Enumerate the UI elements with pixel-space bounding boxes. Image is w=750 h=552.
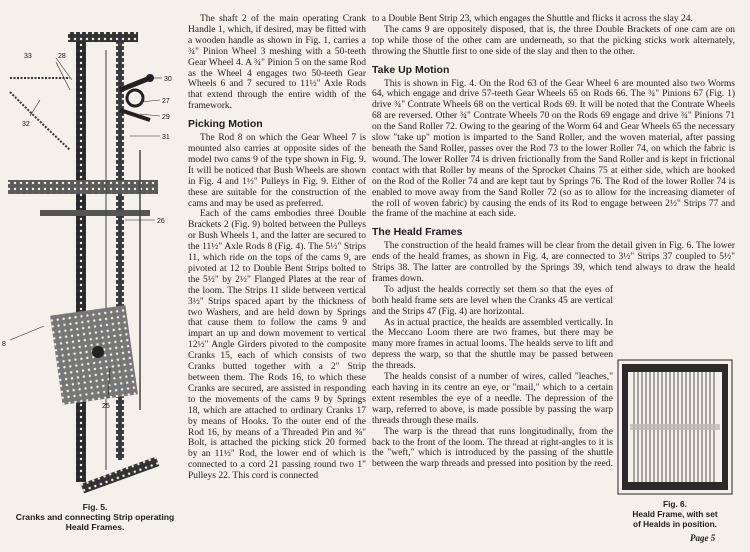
fig5-label-27: 27 [162,98,170,105]
fig6-caption [604,500,746,529]
fig6-caption-number: Fig. 6. [663,499,687,509]
middle-column [188,14,366,482]
heading-take-up-motion: Take Up Motion [372,63,450,76]
fig5-illustration [0,30,182,500]
heading-picking-motion: Picking Motion [188,118,263,131]
fig5-label-25: 25 [102,403,110,410]
fig5-label-31: 31 [162,134,170,141]
page-number: Page 5 [690,533,716,543]
fig5-caption-number: Fig. 5. [82,502,108,512]
heading-heald-frames: The Heald Frames [372,226,463,239]
fig5-label-26: 26 [157,218,165,225]
paragraph-heald-leaches: The healds consist of a number of wires, called "leaches," each having in its centre an eye, or "mail," which to a certain extent resembles the eye of a needle. The depression of the warp, referred to above, is made possible by passing the warp threads through these mails. [372,372,613,426]
fig5-caption-line1: Cranks and connecting Strip operating [15,512,175,522]
fig6-caption-line2: of Healds in position. [633,518,717,529]
fig5-label-28: 28 [58,53,66,60]
fig6-caption-line1: Heald Frame, with set [632,508,718,519]
fig5-label-30: 30 [164,76,172,83]
paragraph-picking-motion-2: Each of the cams embodies three Double Brackets 2 (Fig. 9) bolted between the Pulleys or Bush Wheels 1, and the latter are secured to the 11½" Axle Rods 8 (Fig. 4). The 5½" Strips 11, which ride on the tops of the cams 9, are pivoted at 12 to Double Bent Strips bolted to the 5½" by 2½" Flanged Plates at the rear of the loom. The Strips 11 slide between vertical 3½" Strips spaced apart by the thickness of two Washers, and are held down by Springs that cause them to follow the cams 9 and impart an up and down movement to vertical 12½" Angle Girders pivoted to the composite Cranks 15, each of which consists of two Cranks butted together with a 2" Strip between them. The Rods 16, to which these Cranks are secured, are assisted in responding to the movements of the cams 9 by Springs 18, which are attached to ordinary Cranks 17 by means of Hooks. To the outer end of the Rod 16, by means of a Threaded Pin and ⅜" Bolt, is attached the picking stick 20 formed by an 11½" Rod, the lower end of which is connected to a cord 21 passing round two 1" Pulleys 22. This cord is connected [188,209,366,482]
paragraph-heald-construction: The construction of the heald frames will be clear from the detail given in Fig. 6. The lower ends of the heald frames, as shown in Fig. 4, are connected to 3½" Strips 37 coupled to 5½" Strips 38. The latter are controlled by the Springs 39, which tend always to draw the heald frames down. [372,241,735,284]
paragraph-main-operating-crank: The shaft 2 of the main operating Crank Handle 1, which, if desired, may be fitted with a wooden handle as shown in Fig. 1, carries a ¾" Pinion Wheel 3 meshing with a 50-teeth Gear Wheel 4. A ¾" Pinion 5 on the same Rod as the Wheel 4 engages two 50-teeth Gear Wheels 6 and 7 secured to 11½" Axle Rods that extend through the entire width of the framework. [188,14,366,112]
fig5-label-32: 32 [22,121,30,128]
paragraph-take-up-motion: This is shown in Fig. 4. On the Rod 63 of the Gear Wheel 6 are mounted also two Worms 64, which engage and drive 57-teeth Gear Wheels 65 on Rods 66. The ¾" Pinions 67 (Fig. 1) drive ¾" Contrate Wheels 68 on the vertical Rods 69. It will be noted that the Contrate Wheels 68 are reversed. Other ¾" Contrate Wheels 70 on the Rods 69 engage and drive ¾" Pinions 71 on the Sand Roller 72. Owing to the gearing of the Worm 64 and Gear Wheels 65 the necessary slow "take up" motion is imparted to the Sand Roller, and the woven material, after passing beneath the Sand Roller, passes over the Rod 73 to the lower Roller 74, on which the fabric is wound. The lower Roller 74 is driven frictionally from the Sand Roller and is kept in frictional contact with that Roller by means of the Sprocket Chains 75 at either side, which are hooked on the Rod of the Roller 74 and are kept taut by Springs 76. The Rod of the lower Roller 74 is enabled to move away from the Sand Roller 72 (so as to allow for the increasing diameter of the roll of woven fabric) by causing the ends of its Rod to engage between 2½" Strips 77 and the frame of the machine at each side. [372,78,735,220]
paragraph-heald-adjust: To adjust the healds correctly set them so that the eyes of both heald frame sets are level when the Cranks 45 are vertical and the Strips 47 (Fig. 4) are horizontal. [372,284,613,317]
fig5-label-29: 29 [162,114,170,121]
paragraph-shuttle-slay: to a Double Bent Strip 23, which engages the Shuttle and flicks it across the slay 24. [372,14,693,24]
fig5-label-33: 33 [24,53,32,60]
fig5-label-8: 8 [2,341,6,348]
fig6-illustration [614,358,736,498]
fig5-caption-line2: Heald Frames. [65,522,125,532]
paragraph-warp-weft: The warp is the thread that runs longitudinally, from the back to the front of the loom. The thread at right-angles to it is the "weft," which is introduced by the passing of the shuttle between the warp threads and pressed into position by the reed. [372,426,613,470]
fig5-caption [0,502,190,532]
paragraph-picking-motion-1: The Rod 8 on which the Gear Wheel 7 is mounted also carries at opposite sides of the model two cams 9 of the type shown in Fig. 9. It will be noticed that Bush Wheels are shown in Fig. 4 and 1½" Pulleys in Fig. 9. Either of these are suitable for the construction of the cams and may be used as preferred. [188,133,366,209]
paragraph-cams-opposite: The cams 9 are oppositely disposed, that is, the three Double Brackets of one cam are on top while those of the other cam are underneath, so that the picking sticks work alternately, throwing the Shuttle first to one side of the slay and then to the other. [372,24,735,57]
paragraph-heald-practice: As in actual practice, the healds are assembled vertically. In the Meccano Loom there are two frames, but there may be many more frames in actual looms. The healds serve to lift and depress the warp, so that the shuttle may be passed between the threads. [372,317,613,372]
